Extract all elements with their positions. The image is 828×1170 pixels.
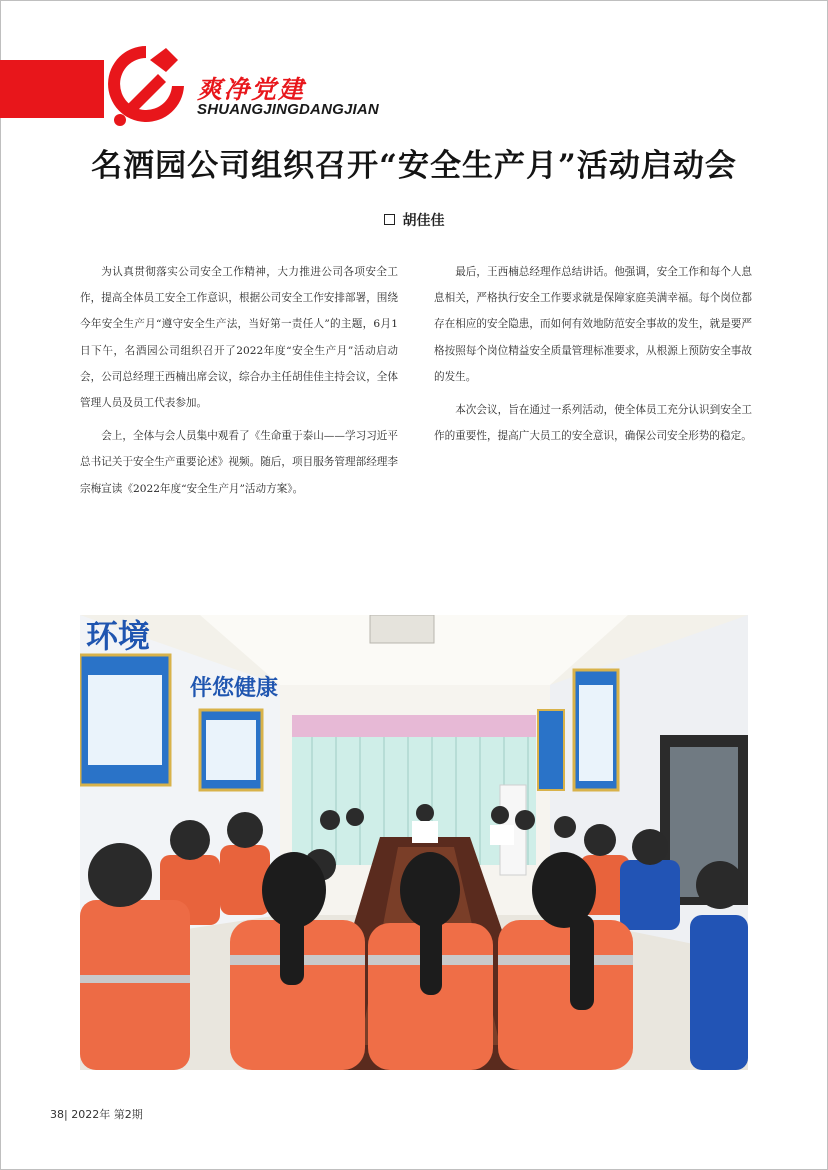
page-number: 38 [50, 1108, 64, 1121]
hammer-sickle-emblem-icon [100, 40, 192, 128]
wall-text-right: 伴您健康 [190, 676, 279, 701]
meeting-photo-illustration [80, 615, 748, 1070]
wall-text-left: 环境 [86, 617, 151, 655]
paragraph: 最后，王西楠总经理作总结讲话。他强调，安全工作和每个人息息相关，严格执行安全工作要求就是保障家庭美满幸福。每个岗位都存在相应的安全隐患，而如何有效地防范安全事故的发生，就是要严格按照每个岗位精益安全质量管理标准要求，从根源上预防安全事故的发生。 [434, 266, 752, 383]
paragraph: 为认真贯彻落实公司安全工作精神，大力推进公司各项安全工作，提高全体员工安全工作意识，根据公司安全工作安排部署，围绕今年安全生产月“遵守安全生产法，当好第一责任人”的主题，6月1日下午，名酒园公司组织召开了2022年度“安全生产月”活动启动会，公司总经理王西楠出席会议，综合办主任胡佳佳主持会议，全体管理人员及员工代表参加。 [80, 266, 398, 410]
byline [0, 210, 828, 230]
author-name: 胡佳佳 [402, 213, 445, 229]
paragraph: 会上，全体与会人员集中观看了《生命重于泰山——学习习近平总书记关于安全生产重要论述》视频。随后，项目服务管理部经理李宗梅宣读《2022年度“安全生产月”活动方案》。 [80, 430, 398, 495]
issue-label: 2022年 第2期 [71, 1108, 143, 1121]
article-title: 名酒园公司组织召开“安全生产月”活动启动会 [91, 148, 737, 184]
meeting-photo [80, 615, 748, 1070]
paragraph: 本次会议，旨在通过一系列活动，使全体员工充分认识到安全工作的重要性，提高广大员工的安全意识，确保公司安全形势的稳定。 [434, 404, 752, 443]
article-column-right [434, 259, 752, 456]
footer-divider: | [64, 1108, 72, 1121]
page-footer [50, 1106, 143, 1122]
square-bullet-icon [384, 214, 395, 225]
brand-red-bar [0, 60, 104, 118]
brand-name-cn: 爽净党建 [197, 75, 306, 104]
brand-name-en: SHUANGJINGDANGJIAN [197, 101, 379, 118]
article-column-left [80, 259, 398, 509]
